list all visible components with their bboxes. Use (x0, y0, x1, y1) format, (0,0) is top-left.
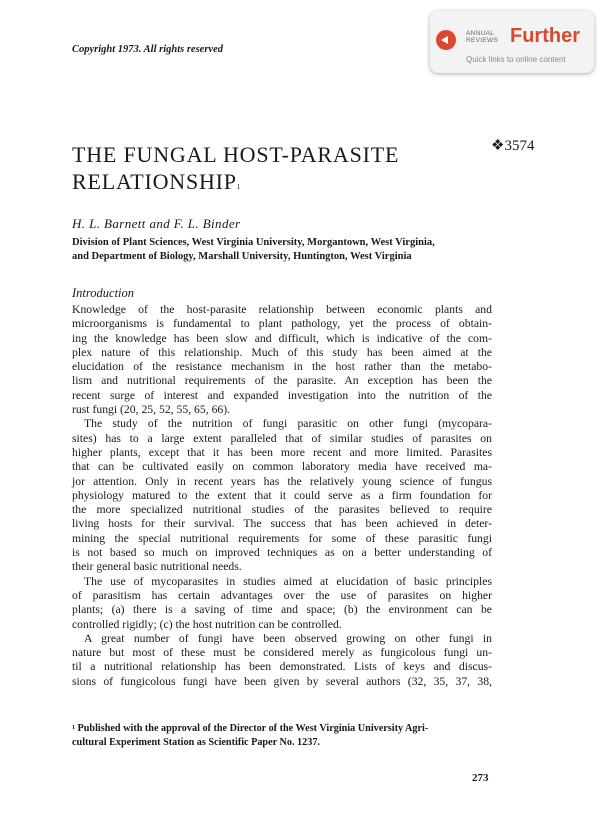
body-line: is not based so much on improved techniques as on a better understanding of (72, 546, 492, 560)
body-line: lism and nutritional requirements of the parasite. An exception has been the (72, 374, 492, 388)
body-line: jor attention. Only in recent years has the relatively young science of fungus (72, 474, 492, 488)
body-line: physiology matured to the extent that it could serve as a firm foundation for (72, 488, 492, 502)
reviews-label: REVIEWS (466, 37, 499, 44)
footnote (72, 722, 492, 749)
body-line: recent surge of interest and expanded investigation into the nutrition of the (72, 388, 492, 402)
affiliation-line-2: and Department of Biology, Marshall University, Huntington, West Virginia (72, 250, 412, 262)
body-line: plants; (a) there is a saving of time and space; (b) the environment can be (72, 603, 492, 617)
body-line: higher plants, except that it has been more recent and more limited. Parasites (72, 445, 492, 459)
body-line: mining the special nutritional requirements for some of these parasitic fungi (72, 531, 492, 545)
body-line: A great number of fungi have been observed growing on other fungi in (84, 631, 492, 645)
article-authors: H. L. Barnett and F. L. Binder (72, 216, 241, 231)
quick-links-text: Quick links to online content (466, 55, 566, 64)
footnote-text-1: Published with the approval of the Director of the West Virginia University Agri- (75, 723, 429, 734)
body-line: plex nature of this relationship. Much of this study has been aimed at the (72, 345, 492, 359)
title-footnote-mark[interactable]: 1 (236, 183, 242, 191)
title-line-1: THE FUNGAL HOST-PARASITE (72, 142, 400, 167)
body-text (72, 303, 492, 689)
body-line: The use of mycoparasites in studies aimed at elucidation of basic principles (84, 574, 492, 588)
body-line: living hosts for their survival. The success that has been achieved in deter- (72, 517, 492, 531)
annual-reviews-logo-icon (436, 30, 456, 50)
body-line: controlled rigidly; (c) the host nutrition can be controlled. (72, 617, 342, 631)
body-line: rust fungi (20, 25, 52, 55, 65, 66). (72, 403, 231, 417)
footnote-line-1 (72, 722, 492, 736)
body-line: ing the knowledge has been slow and difficult, which is indicative of the com- (72, 331, 492, 345)
body-line: sites) has to a large extent paralleled that of similar studies of parasites on (72, 431, 492, 445)
body-line: elucidation of the resistance mechanism in the host rather than the metabo- (72, 360, 492, 374)
body-line: the more specialized nutritional studies of the parasites believed to require (72, 503, 492, 517)
footnote-mark: 1 (72, 725, 75, 731)
body-line: nature but most of these must be considered merely as fungicolous fungi un- (72, 646, 492, 660)
body-line: The study of the nutrition of fungi parasitic on other fungi (mycopara- (84, 417, 492, 431)
footnote-line-2: cultural Experiment Station as Scientific Paper No. 1237. (72, 736, 320, 748)
title-line-2: RELATIONSHIP (72, 169, 237, 194)
body-line: of parasitism has certain advantages over the use of parasites on higher (72, 588, 492, 602)
article-title (72, 141, 399, 195)
page-number: 273 (472, 772, 489, 784)
body-line: Knowledge of the host-parasite relationship between economic plants and (72, 303, 492, 316)
body-line: til a nutritional relationship has been demonstrated. Lists of keys and discus- (72, 660, 492, 674)
annual-reviews-label (466, 30, 498, 44)
further-banner[interactable] (430, 11, 594, 73)
copyright-notice: Copyright 1973. All rights reserved (72, 44, 223, 55)
annual-label: ANNUAL (466, 30, 495, 37)
section-heading: Introduction (72, 286, 135, 300)
body-line: their general basic nutritional needs. (72, 560, 242, 574)
body-line: sions of fungicolous fungi have been given by several authors (32, 35, 37, 38, (72, 674, 492, 688)
affiliation-line-1: Division of Plant Sciences, West Virginia University, Morgantown, West Virginia, (72, 237, 435, 248)
further-label: Further (510, 25, 580, 47)
body-line: microorganisms is fundamental to plant pathology, yet the process of obtain- (72, 317, 492, 331)
author-affiliation (72, 236, 492, 263)
body-line: that can be cultivated easily on common laboratory media have received ma- (72, 460, 492, 474)
article-code: ❖3574 (491, 138, 535, 154)
